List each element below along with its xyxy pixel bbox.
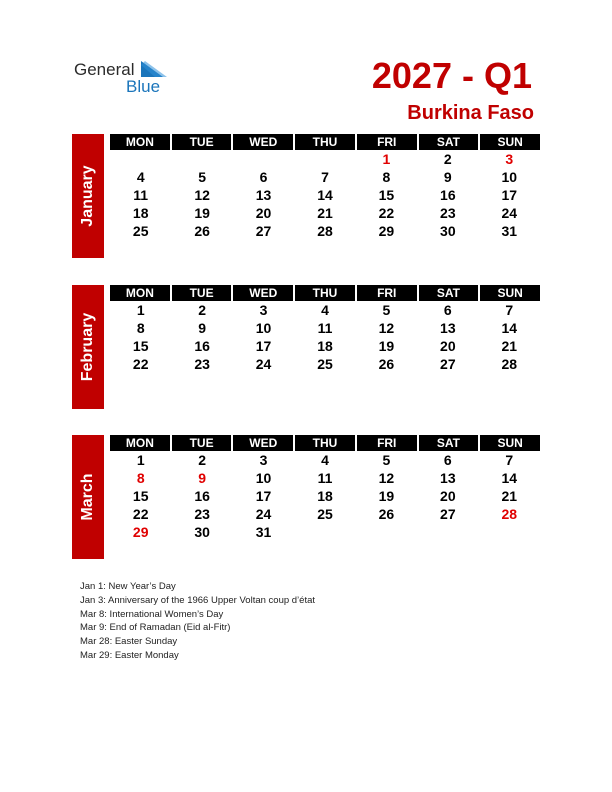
- day-cell: 3: [505, 151, 514, 167]
- day-cell: 9: [198, 320, 207, 336]
- day-cell: 5: [382, 302, 391, 318]
- month-label: March: [79, 473, 96, 521]
- week-row: [110, 451, 540, 469]
- day-cell: 4: [136, 169, 145, 185]
- weekday-label: MON: [110, 134, 170, 150]
- day-cell: 22: [132, 356, 149, 372]
- day-cell: [294, 523, 355, 541]
- holiday-note: Mar 28: Easter Sunday: [80, 636, 178, 648]
- month-band: [72, 134, 104, 258]
- month-band: [72, 285, 104, 409]
- week-row: [110, 301, 540, 319]
- day-cell: 12: [378, 470, 395, 486]
- day-cell: 14: [501, 320, 518, 336]
- day-cell: 15: [378, 187, 395, 203]
- holiday-note: Mar 29: Easter Monday: [80, 649, 179, 661]
- holiday-list: [80, 580, 315, 663]
- weekday-label: WED: [233, 435, 293, 451]
- day-cell: 24: [255, 356, 272, 372]
- day-cell: 17: [501, 187, 518, 203]
- day-cell: 24: [501, 205, 518, 221]
- day-cell: 19: [378, 338, 395, 354]
- weekday-label: SUN: [480, 435, 540, 451]
- logo-text-blue: Blue: [126, 77, 161, 96]
- weekday-label: WED: [233, 134, 293, 150]
- day-cell: 18: [317, 338, 333, 354]
- day-cell: 13: [255, 187, 272, 203]
- weekday-label: SAT: [419, 435, 479, 451]
- week-row: [110, 168, 540, 186]
- day-cell: 29: [132, 524, 149, 540]
- day-cell: 22: [378, 205, 395, 221]
- weekday-label: TUE: [172, 285, 232, 301]
- day-cell: 18: [132, 205, 149, 221]
- day-cell: 24: [255, 506, 272, 522]
- day-cell: 9: [198, 470, 207, 486]
- logo: [74, 60, 174, 96]
- week-row: [110, 204, 540, 222]
- day-cell: 31: [501, 223, 518, 239]
- day-cell: 10: [255, 470, 272, 486]
- day-cell: 16: [440, 187, 456, 203]
- day-cell: 27: [440, 356, 456, 372]
- week-row: [110, 355, 540, 373]
- day-cell: 19: [194, 205, 210, 221]
- weekday-label: FRI: [357, 435, 417, 451]
- day-cell: 5: [198, 169, 207, 185]
- day-cell: 29: [378, 223, 395, 239]
- weekday-label: SAT: [419, 285, 479, 301]
- day-cell: 10: [255, 320, 272, 336]
- weekday-label: MON: [110, 435, 170, 451]
- month-grid: [110, 285, 540, 373]
- day-cell: 12: [378, 320, 395, 336]
- weekday-label: SUN: [480, 285, 540, 301]
- day-cell: [356, 523, 417, 541]
- day-cell: 12: [194, 187, 210, 203]
- day-cell: 4: [321, 452, 329, 468]
- day-cell: 2: [443, 151, 452, 167]
- day-cell: [171, 150, 232, 168]
- day-cell: 20: [440, 338, 456, 354]
- day-cell: 25: [317, 506, 333, 522]
- day-cell: 23: [194, 506, 210, 522]
- day-cell: 23: [194, 356, 210, 372]
- day-cell: 6: [443, 302, 452, 318]
- day-cell: 7: [321, 169, 329, 185]
- holiday-note: Mar 9: End of Ramadan (Eid al-Fitr): [80, 622, 231, 634]
- page-title: 2027 - Q1: [371, 55, 532, 96]
- day-cell: 25: [317, 356, 333, 372]
- day-cell: 14: [317, 187, 333, 203]
- day-cell: 4: [321, 302, 329, 318]
- holiday-note: Mar 8: International Women’s Day: [80, 608, 224, 620]
- day-cell: 21: [317, 205, 333, 221]
- day-cell: [479, 523, 540, 541]
- day-cell: 8: [136, 320, 145, 336]
- weekday-label: SAT: [419, 134, 479, 150]
- day-cell: 6: [259, 169, 268, 185]
- logo-text-general: General: [74, 60, 135, 79]
- week-row: [110, 505, 540, 523]
- weekday-header: [110, 134, 540, 150]
- day-cell: 7: [505, 452, 514, 468]
- day-cell: 28: [317, 223, 333, 239]
- day-cell: 7: [505, 302, 514, 318]
- day-cell: 30: [440, 223, 456, 239]
- weekday-label: TUE: [172, 435, 232, 451]
- day-cell: 11: [133, 187, 149, 203]
- day-cell: 19: [378, 488, 395, 504]
- week-row: [110, 337, 540, 355]
- weekday-header: [110, 435, 540, 451]
- day-cell: 13: [440, 320, 456, 336]
- week-row: [110, 487, 540, 505]
- week-row: [110, 523, 540, 541]
- day-cell: 17: [255, 488, 272, 504]
- day-cell: [417, 523, 478, 541]
- day-cell: 26: [194, 223, 210, 239]
- weekday-label: THU: [295, 134, 355, 150]
- day-cell: 25: [132, 223, 149, 239]
- day-cell: 11: [317, 320, 333, 336]
- day-cell: 3: [259, 452, 268, 468]
- day-cell: 8: [136, 470, 145, 486]
- day-cell: 16: [194, 488, 210, 504]
- day-cell: 28: [501, 506, 518, 522]
- day-cell: 26: [378, 506, 395, 522]
- holiday-note: Jan 1: New Year’s Day: [80, 581, 176, 592]
- day-cell: 31: [255, 524, 272, 540]
- day-cell: 10: [501, 169, 518, 185]
- month-grid: [110, 134, 540, 240]
- weekday-label: THU: [295, 435, 355, 451]
- weekday-label: THU: [295, 285, 355, 301]
- day-cell: 8: [382, 169, 391, 185]
- day-cell: 3: [259, 302, 268, 318]
- day-cell: 15: [132, 338, 149, 354]
- day-cell: 20: [255, 205, 272, 221]
- week-row: [110, 186, 540, 204]
- weekday-label: WED: [233, 285, 293, 301]
- month-label: January: [79, 165, 96, 227]
- weekday-label: FRI: [357, 285, 417, 301]
- logo-flag-icon: [141, 61, 167, 79]
- day-cell: [110, 150, 171, 168]
- week-row: [110, 469, 540, 487]
- month-label: February: [79, 312, 96, 382]
- week-row: [110, 319, 540, 337]
- day-cell: 18: [317, 488, 333, 504]
- day-cell: 27: [440, 506, 456, 522]
- day-cell: 1: [136, 452, 145, 468]
- day-cell: 14: [501, 470, 518, 486]
- weekday-header: [110, 285, 540, 301]
- day-cell: 11: [317, 470, 333, 486]
- day-cell: 20: [440, 488, 456, 504]
- week-row: [110, 222, 540, 240]
- day-cell: 1: [382, 151, 391, 167]
- month-grid: [110, 435, 540, 541]
- day-cell: 26: [378, 356, 395, 372]
- weekday-label: TUE: [172, 134, 232, 150]
- day-cell: [294, 150, 355, 168]
- day-cell: 5: [382, 452, 391, 468]
- weekday-label: SUN: [480, 134, 540, 150]
- day-cell: 17: [255, 338, 272, 354]
- day-cell: 13: [440, 470, 456, 486]
- weekday-label: FRI: [357, 134, 417, 150]
- day-cell: 21: [501, 338, 518, 354]
- day-cell: 2: [198, 452, 207, 468]
- day-cell: 22: [132, 506, 149, 522]
- day-cell: [233, 150, 294, 168]
- day-cell: 30: [194, 524, 210, 540]
- day-cell: 2: [198, 302, 207, 318]
- day-cell: 9: [443, 169, 452, 185]
- day-cell: 28: [501, 356, 518, 372]
- day-cell: 1: [136, 302, 145, 318]
- day-cell: 23: [440, 205, 456, 221]
- day-cell: 16: [194, 338, 210, 354]
- day-cell: 27: [255, 223, 272, 239]
- day-cell: 6: [443, 452, 452, 468]
- week-row: [110, 150, 540, 168]
- weekday-label: MON: [110, 285, 170, 301]
- day-cell: 15: [132, 488, 149, 504]
- day-cell: 21: [501, 488, 518, 504]
- country-name: Burkina Faso: [407, 102, 534, 124]
- holiday-note: Jan 3: Anniversary of the 1966 Upper Voltan coup d’état: [80, 594, 316, 606]
- month-band: [72, 435, 104, 559]
